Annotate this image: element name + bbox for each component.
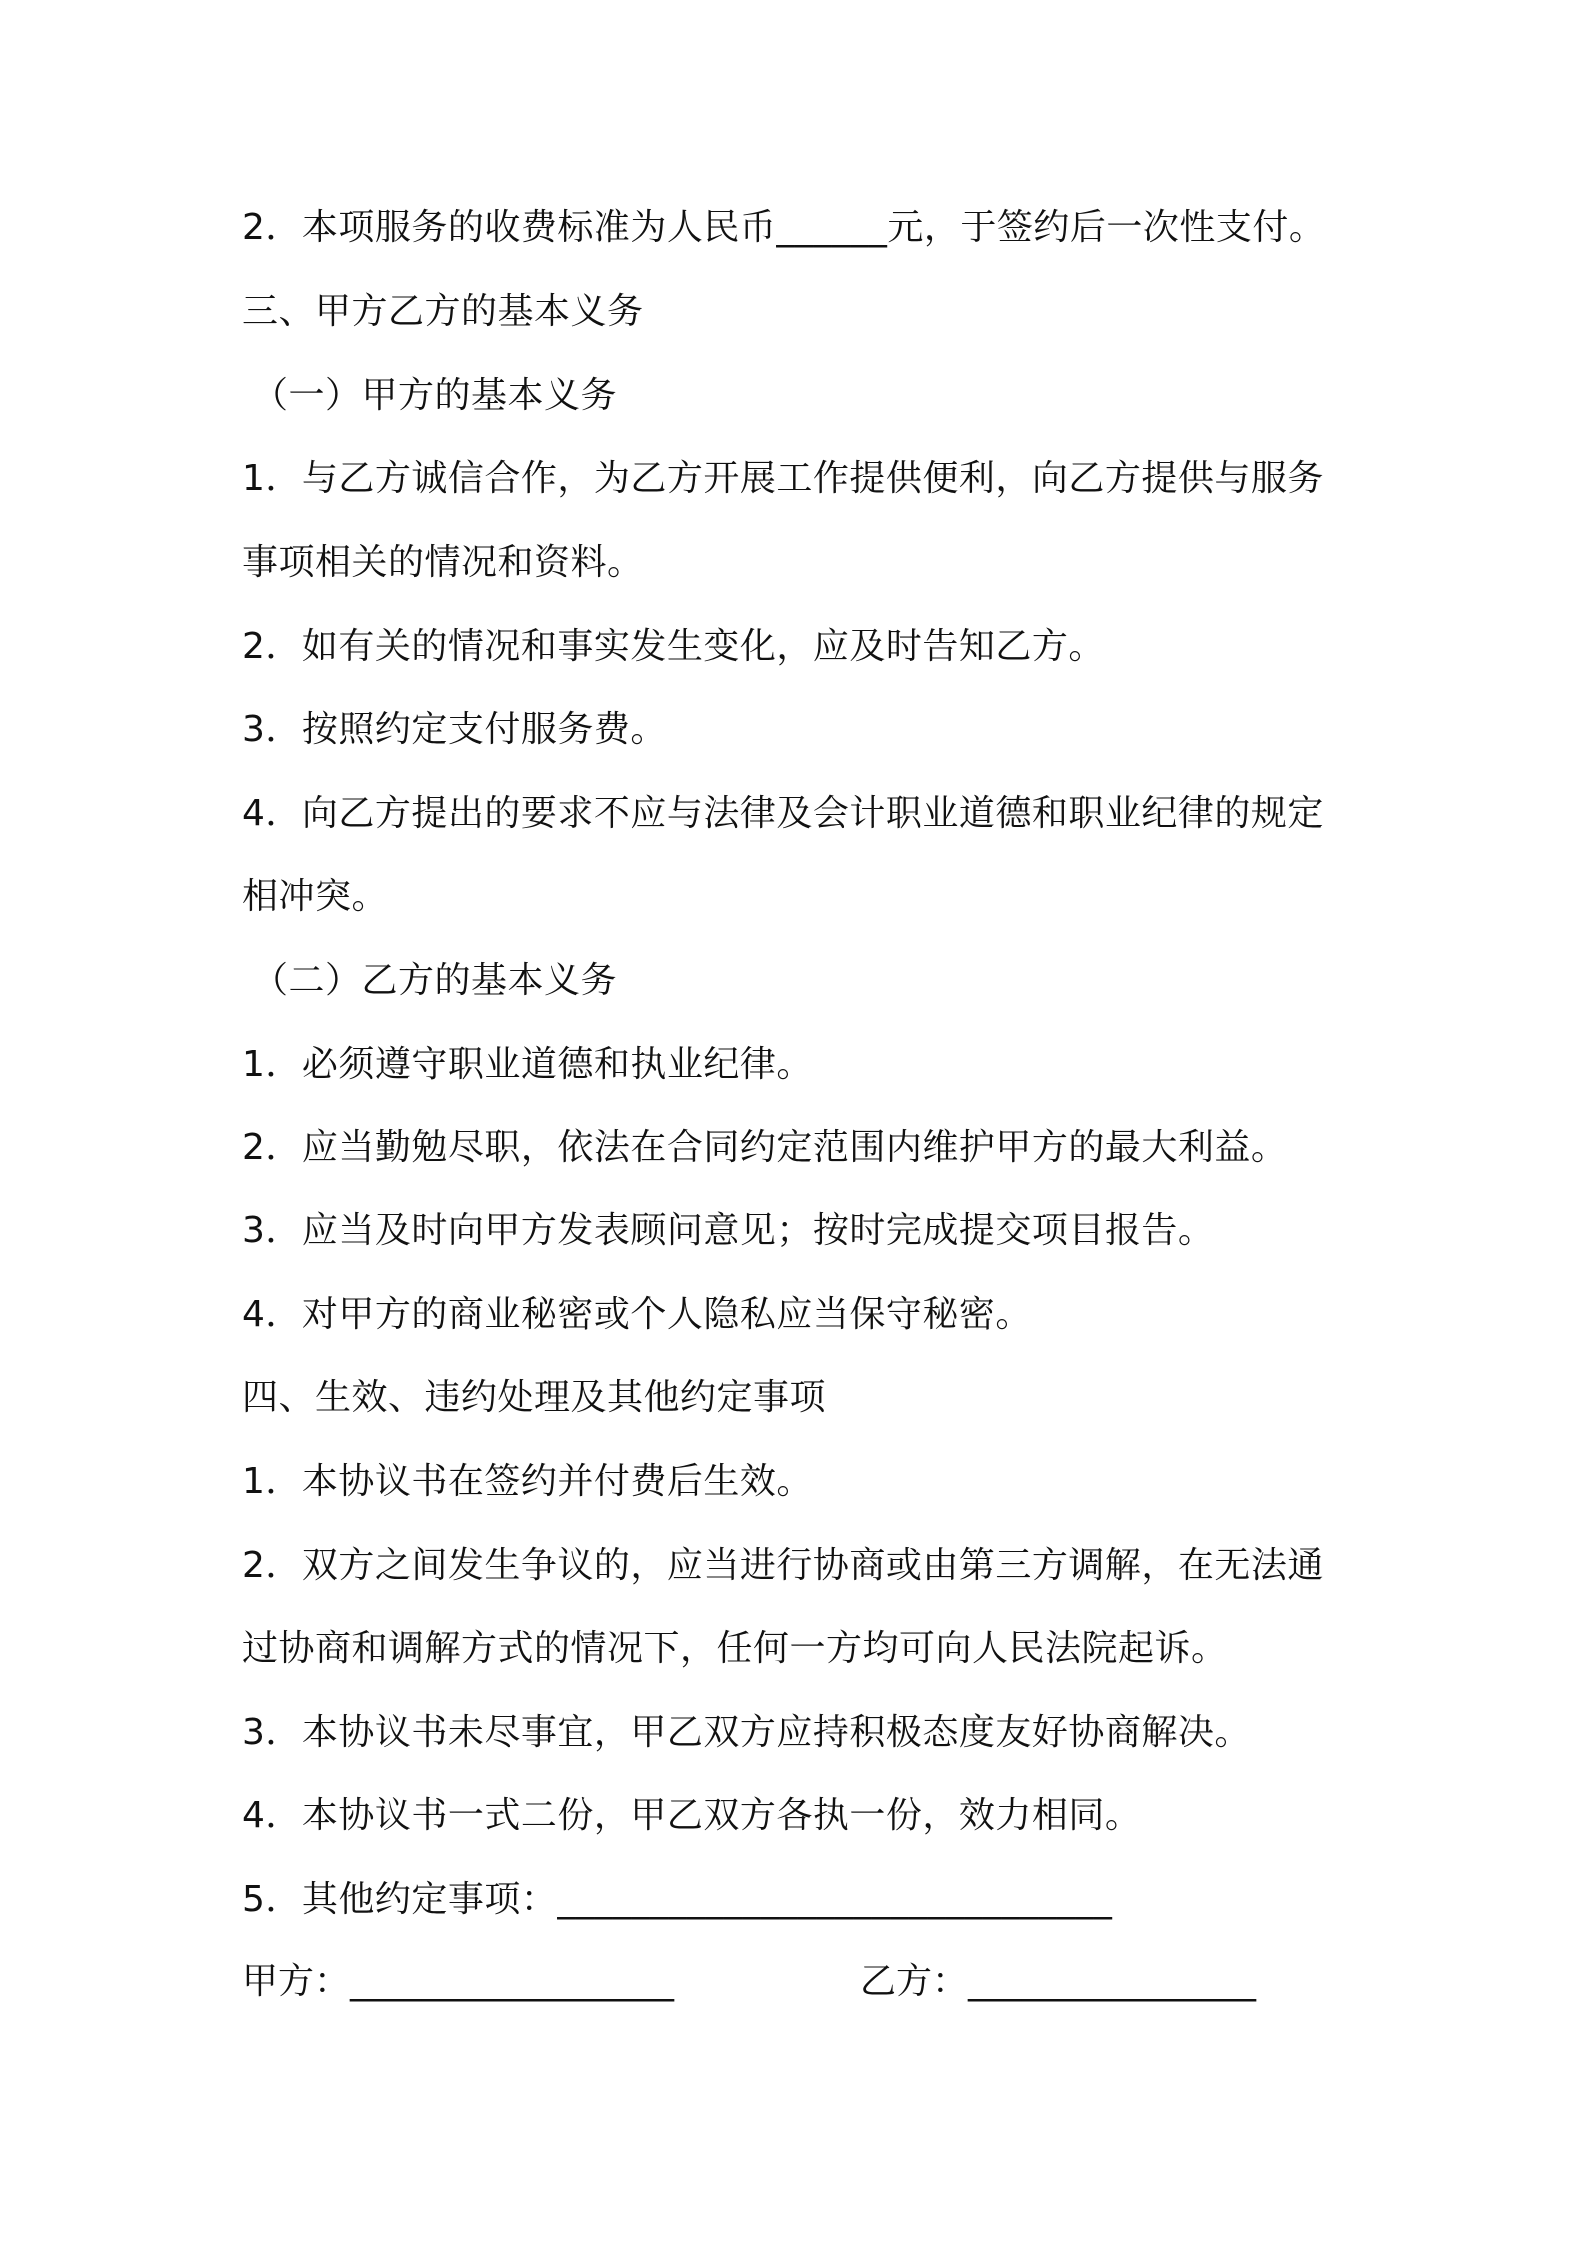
subsection-heading-party-a: （一）甲方的基本义务 [252,375,618,416]
clause-party-b-1: 1．必须遵守职业道德和执业纪律。 [242,1044,813,1085]
clause-party-a-4: 4．向乙方提出的要求不应与法律及会计职业道德和职业纪律的规定 [242,793,1324,834]
clause-effect-4: 4．本协议书一式二份，甲乙双方各执一份，效力相同。 [242,1795,1142,1836]
clause-party-a-1: 1．与乙方诚信合作，为乙方开展工作提供便利，向乙方提供与服务 [242,458,1324,499]
clause-party-b-3: 3．应当及时向甲方发表顾问意见；按时完成提交项目报告。 [242,1210,1215,1251]
clause-party-a-2: 2．如有关的情况和事实发生变化，应及时告知乙方。 [242,626,1105,667]
section-heading-effect: 四、生效、违约处理及其他约定事项 [242,1377,827,1418]
clause-fee: 2．本项服务的收费标准为人民币______元，于签约后一次性支付。 [242,207,1326,248]
subsection-heading-party-b: （二）乙方的基本义务 [252,960,618,1001]
clause-effect-5: 5．其他约定事项：______________________________ [242,1879,1113,1920]
clause-effect-3: 3．本协议书未尽事宜，甲乙双方应持积极态度友好协商解决。 [242,1712,1251,1753]
signature-party-b: 乙方：________________ [860,1961,1257,2002]
clause-effect-1: 1．本协议书在签约并付费后生效。 [242,1461,813,1502]
clause-party-b-2: 2．应当勤勉尽职，依法在合同约定范围内维护甲方的最大利益。 [242,1127,1288,1168]
section-heading-obligations: 三、甲方乙方的基本义务 [242,291,644,332]
clause-party-a-3: 3．按照约定支付服务费。 [242,709,667,750]
signature-party-a: 甲方：__________________ [242,1961,675,2002]
clause-party-b-4: 4．对甲方的商业秘密或个人隐私应当保守秘密。 [242,1294,1032,1335]
clause-party-a-4-cont: 相冲突。 [242,876,389,917]
clause-effect-2: 2．双方之间发生争议的，应当进行协商或由第三方调解，在无法通 [242,1545,1324,1586]
clause-party-a-1-cont: 事项相关的情况和资料。 [242,542,644,583]
clause-effect-2-cont: 过协商和调解方式的情况下，任何一方均可向人民法院起诉。 [242,1628,1228,1669]
